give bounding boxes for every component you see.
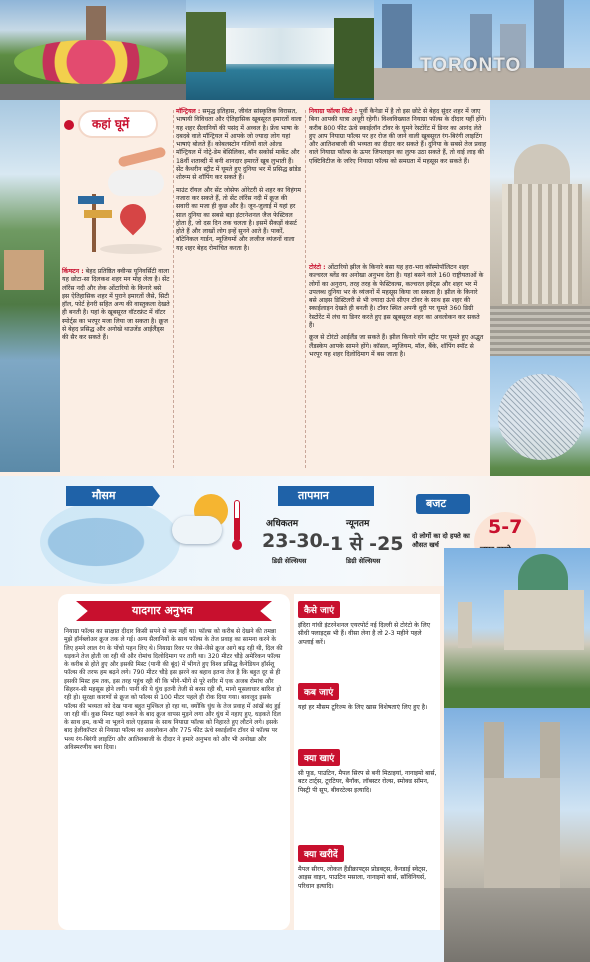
what-to-eat-section: [298, 746, 438, 795]
kingston-title: किंग्स्टन :: [62, 268, 84, 275]
where-to-go-heading: कहां घूमें: [92, 117, 130, 131]
max-temp-unit: डिग्री सेल्सियस: [272, 557, 307, 565]
how-to-go-title: कैसे जाएं: [298, 601, 340, 618]
niagara-falls-photo: [186, 0, 374, 100]
basilica-photo: [490, 100, 590, 356]
mausam-label: मौसम: [92, 489, 116, 502]
kingston-body: बेहद प्रतिष्ठित क्वीन्स यूनिवर्सिटी वाला यह छोटा-सा दिलकश शहर मन मोह लेता है। सेंट लॉरेंस नदी और लेक ओंटारियो के किनारे बसे इस ऐतिहासिक शहर में पुराने इमारतों जैसे, सिटी हॉल, फोर्ट हेनरी सहित अन्य की वास्तुकला देखते ही बनती है। यहां के खूबसूरत वॉटरफ्रंट में वॉटर स्पोर्ट्स का भरपूर मजा लिया जा सकता है। क्रूज से बेहद प्रसिद्ध और अनोखे थाउजेंड आईलैंड्स की सैर कर सकते हैं।: [62, 268, 170, 342]
montreal-title: मॉन्ट्रियल :: [176, 108, 201, 115]
niagara-section: [309, 108, 487, 166]
location-pin-icon: [115, 199, 152, 236]
montreal-body-2: माउंट रॉयल और सेंट जोसेफ ओरेटरी से शहर का विहंगम नजारा कर सकते हैं, तो सेंट लॉरेंस नदी में क्रूज की सवारी का मजा ही कुछ और है। जून-जुलाई में यहां हर साल दुनिया का सबसे बड़ा इंटरनेशनल जैज फेस्टिवल होता है, जो दस दिन तक चलता है। इसमें सैकड़ों कंसर्ट होते हैं और लाखों लोग इन्हें सुनने आते हैं। पार्कों, बॉटेनिकल गार्डन, म्यूजियमों और लजीज व्यंजनों वाला यह शहर बेहद रोमांचित करता है।: [176, 186, 301, 252]
what-to-buy-body: मैपल सीरप, लोकल हैंडीक्राफ्ट्स प्रोडक्ट्स, कैनडाई स्वेट्स, आइस वाइन, पाउटिन मसाला, नानाइमो बार्स, सॉविनियर्स, परिधान इत्यादि।: [298, 866, 428, 890]
cloud-icon: [108, 170, 164, 196]
memory-body: नियाग्रा फॉल्स का साक्षात दीदार किसी सपने से कम नहीं था। फॉल्स को करीब से देखने की तमन्ना मुझे हॉर्नब्लोअर क्रूज तक ले गई। अन्य सैलानियों के साथ फॉल्स के तेज प्रवाह का सामना करने के लिए हमने लाल रंग के पोंचो पहन लिए थे। नियाग्रा रिवर पर जैसे-जैसे क्रूज आगे बढ़ रही थी, दिल की धड़कने तेज होती जा रही थी और रोमांच दिलोदिमाग पर तारी था। 320 मीटर चौड़े अमेरिकन फॉल्स के करीब से होते हुए और इसकी मिस्ट (पानी की बूंद) में भीगते हुए विश्व प्रसिद्ध कैनेडियन हॉर्सशू फॉल्स की तरफ हम बढ़ने लगे। 790 मीटर चौड़े इस झरने का बहाव इतना तेज है कि बहुत दूर से ही इसकी मिस्ट हम तक, इस तरह पहुंच रही थी कि भीगे-भीगे से पूरे शरीर में एक अजब रोमांच और सिहरन-सी महसूस होने लगी। पानी की ये धुंध इतनी तेजी से बरस रही थी, मानो मूसलाधार बारिश हो रही हो। सुरक्षा कारणों से क्रूज को फॉल्स से 100 मीटर पहले ही रोक दिया गया। बावजूद इसके फॉल्स की भव्यता को देख पाना बहुत मुश्किल हो रहा था, क्योंकि धुंध के तेज प्रवाह में आंखें बंद हुई जा रही थीं। कुछ मिनट यहां रुकने के बाद क्रूज वापस मुड़ने लगा और धुंध में नहाए हुए, धड़कते दिल के साथ हम, कभी ना भूलने वाले एहसास के साथ नियाग्रा फॉल्स को निहारते हुए लौटने लगे। इसके बाद हेलीकॉप्टर से नियाग्रा फॉल्स का अवलोकन और 775 फीट ऊंचे स्काईलॉन टॉवर से फॉल्स पर भव्य रंग-बिरंगी लाइटिंग और आतिशबाजी के दीदार ने हमारे अनुभव को और भी अनोखा और अविस्मरणीय बना दिया।: [64, 628, 283, 751]
kingston-section: [62, 268, 170, 343]
max-temp-label: अधिकतम: [266, 519, 299, 529]
max-temp-value: 23-30: [262, 530, 323, 552]
column-divider: [305, 110, 306, 468]
what-to-buy-section: [298, 842, 438, 891]
how-to-go-section: [298, 598, 438, 647]
notre-dame-basilica-photo: [444, 708, 590, 962]
world-map-graphic: [40, 500, 180, 584]
budget-desc: दो लोगों का दो हफ्ते का औसत खर्च: [412, 532, 470, 549]
toronto-section: [309, 264, 487, 359]
st-joseph-oratory-photo: [444, 548, 590, 708]
toronto-sign-photo: [374, 0, 590, 100]
when-to-go-section: [298, 680, 438, 712]
sun-cloud-icon: [172, 494, 230, 552]
montreal-body-1: समृद्ध इतिहास, जीवंत सांस्कृतिक विरासत, भाषायी विविधता और ऐतिहासिक खूबसूरत इमारतों वाला यह शहर सैलानियों की पसंद में अव्वल है। फ्रेंच भाषा के दबदबे वाले मॉन्ट्रियल में आपके जो ज्यादा लोग यहां भाषाएं बोलते हैं। कोबलस्टोन गलियों वाले ओल्ड मॉन्ट्रियल में नोट्रे-डेम बेसिलिका, बॉन सकोर्स मार्केट और 18वीं शताब्दी में बनी शानदार इमारतें खूब लुभाती हैं। सेंट कैथरीन स्ट्रीट में घूमते हुए दुनिया भर में प्रसिद्ध ब्रांडेड शोरूम से शॉपिंग कर सकते हैं।: [176, 108, 302, 182]
floral-clock-photo: [0, 0, 186, 100]
column-divider: [173, 110, 174, 468]
min-temp-value: -1 से -25: [322, 533, 404, 555]
when-to-go-body: यहां हर मौसम टूरिज्म के लिए खास विशेषताएं लिए हुए है।: [298, 704, 428, 711]
what-to-buy-title: क्या खरीदें: [298, 845, 344, 862]
toronto-title: टोरंटो :: [309, 264, 326, 271]
thermometer-icon: [232, 500, 242, 552]
memory-title: यादगार अनुभव: [132, 604, 193, 617]
min-temp-unit: डिग्री सेल्सियस: [346, 557, 381, 565]
niagara-title: नियाग्रा फॉल्स सिटी :: [309, 108, 358, 115]
toronto-body-2: क्रूज से टोरंटो आईलैंड जा सकते हैं। झील किनारे योंग स्ट्रीट पर घूमते हुए अद्भुत लैंडस्केप आपके सामने होंगे। कॉसल, म्यूजियम, मॉल, बैंके, शॉपिंग स्पॉट से भरपूर यह शहर दिलोदिमाग में बस जाता है।: [309, 334, 484, 358]
biosphere-photo: [490, 356, 590, 496]
tapman-label: तापमान: [298, 489, 329, 502]
bottom-sky-strip: [0, 930, 444, 962]
section-header-where-to-go: [60, 106, 170, 142]
budget-value: 5-7: [488, 516, 523, 538]
kingston-waterfront-photo: [0, 100, 60, 472]
budget-label: बजट: [426, 497, 446, 510]
toronto-body-1: ओंटारियो झील के किनारे बसा यह हरा-भरा कॉस्मोपॉलिटन शहर कल्चरल ब्लेंड का अनोखा अनुभव देता है। यहां बसने वाले 160 राष्ट्रीयताओं के लोगों का अनुराग, तरह तरह के फेस्टिवल्स, कल्चरल इवेंट्स और शहर भर में उपलब्ध दुनिया भर के व्यंजनों में महसूस किया जा सकता है। झील के किनारे बसे आइस डिस्टिलरी से भी ज्यादा ऊंचे सीएन टॉवर के साथ इस शहर की स्काईलाइन देखते ही बनती है। टॉवर स्थित अपनी धुरी पर घूमते 360 डिग्री रेस्टोरेंट में लंच या डिनर करते हुए इस खूबसूरत शहर का अवलोकन कर सकते हैं।: [309, 264, 484, 330]
how-to-go-body: इंदिरा गांधी इंटरनेशनल एयरपोर्ट नई दिल्ली से टोरंटो के लिए सीधी फ्लाइट्स भी हैं। वीसा लेना है तो 2-3 महीने पहले अप्लाई करें।: [298, 622, 431, 646]
airplane-icon: [118, 146, 167, 167]
montreal-section: [176, 108, 302, 253]
niagara-body: पूर्वी कैनेडा में है तो इस छोटे से बेहद सुंदर शहर में जाए बिना आपकी यात्रा अधूरी रहेगी। विश्वविख्यात नियाग्रा फॉल्स के दीदार यहीं होंगे। करीब 800 फीट ऊंचे स्काईलॉन टॉवर के घूमने रेस्टोरेंट में डिनर का आनंद लेते हुए आप नियाग्रा फॉल्स पर हर रोज की जाने वाली खूबसूरत रंग-बिरंगी लाइटिंग और आतिशबाजी की भव्यता का दीदार कर सकते हैं। दुनिया के सबसे तेज प्रवाह वाले नियाग्रा फॉल्स के ऊपर जिपलाइन का लुत्फ उठा सकते हैं, तो वाई लाइ की एक्टिविटीज के जरिए नियाग्रा फॉल्स को समग्रता में महसूस कर सकते हैं।: [309, 108, 487, 165]
toronto-sign-text: TORONTO: [420, 55, 522, 76]
what-to-eat-title: क्या खाएं: [298, 749, 340, 766]
when-to-go-title: कब जाएं: [298, 683, 339, 700]
min-temp-label: न्यूनतम: [346, 519, 370, 529]
travel-illustration: [78, 148, 174, 260]
what-to-eat-body: सी फूड, पाउटिन, मैपल सिरप से बनी मिठाइयां, नानाइमो बार्स, बटर टार्ट्स, टूरटियर, बैनॉक, लॉबस्टर रोल्स, स्मोक्ड सॉमन, पिस्ट्री पी सूप, बीवरटेल्स इत्यादि।: [298, 770, 437, 794]
